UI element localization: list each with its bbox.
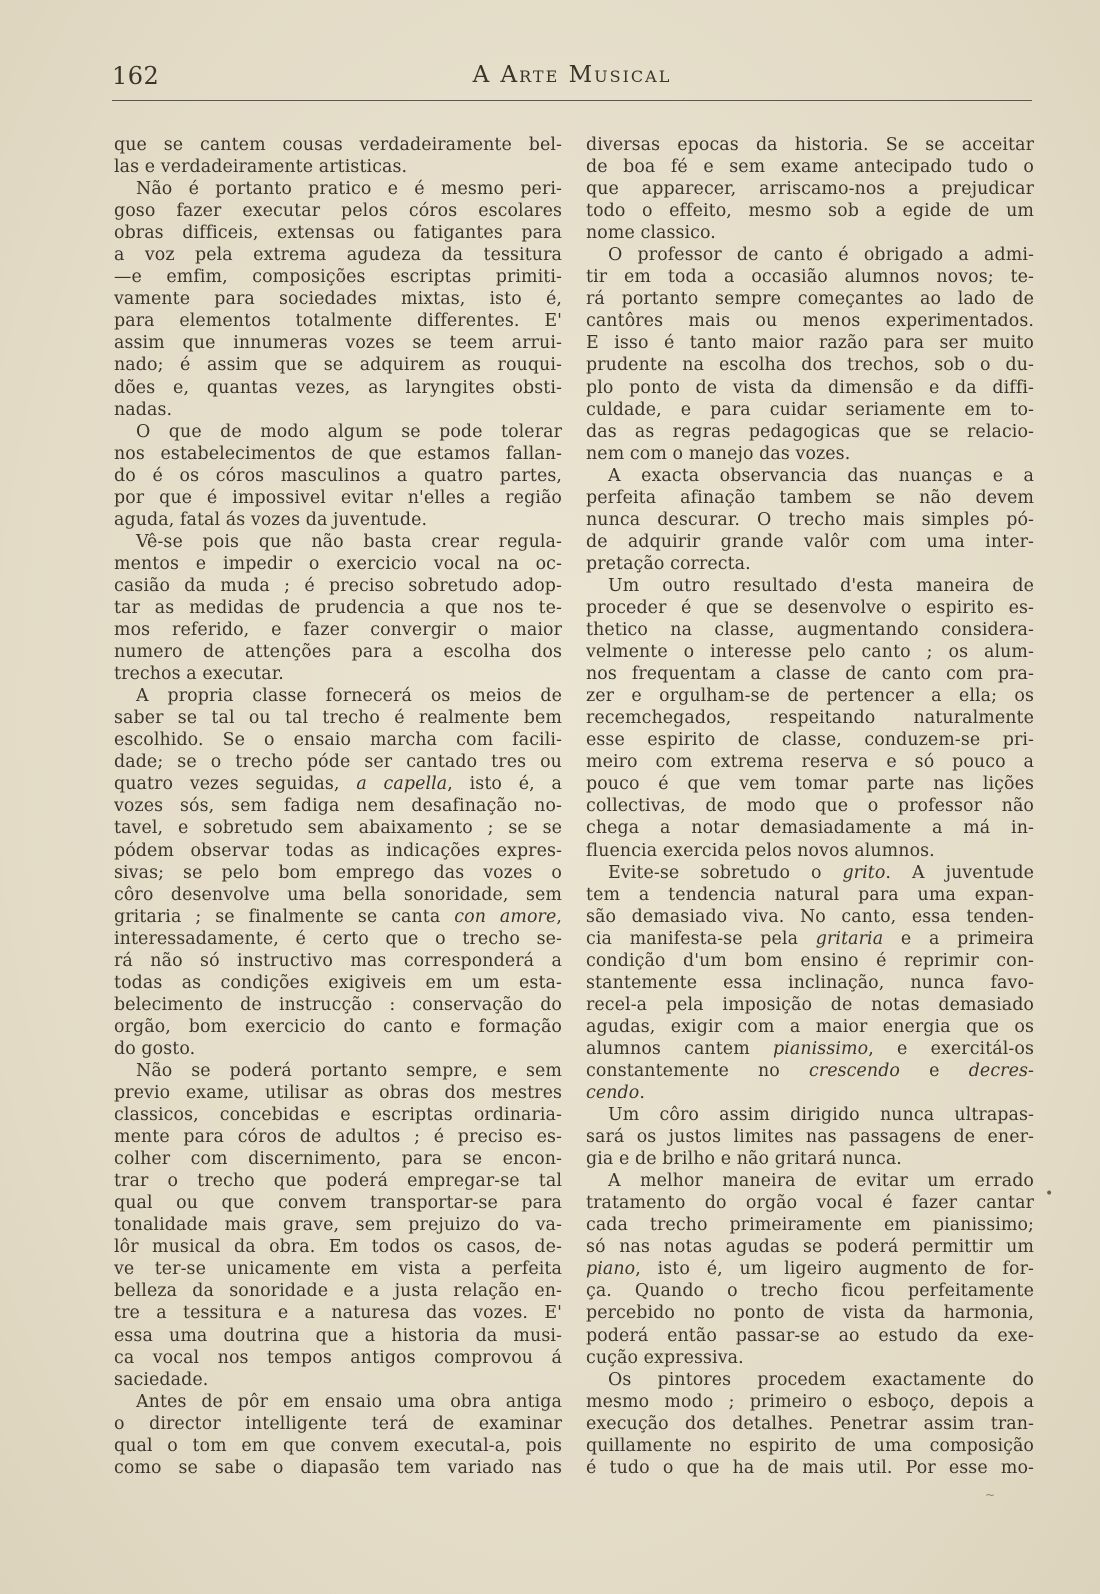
text-line: nadas.: [114, 399, 173, 420]
text-line: qual o tom em que convem executal-a, pois: [114, 1435, 562, 1456]
text-line: é tudo o que ha de mais util. Por esse mo-: [586, 1457, 1034, 1478]
text-line: belecimento de instrucção : conservação do: [114, 994, 562, 1015]
text-line: todas as condições exigiveis em um esta-: [114, 972, 562, 993]
text-line: meiro com extrema reserva e só pouco a: [586, 752, 1034, 773]
text-line: Um outro resultado d'esta maneira de: [608, 575, 1034, 596]
text-line: orgão, bom exercicio do canto e formação: [114, 1016, 562, 1037]
text-line: dões e, quantas vezes, as laryngites obsti-: [114, 377, 562, 398]
text-line: A exacta observancia das nuanças e a: [608, 465, 1034, 486]
text-line: E isso é tanto maior razão para ser muito: [586, 333, 1034, 354]
text-line: Os pintores procedem exactamente do: [608, 1369, 1034, 1390]
text-line: trechos a executar.: [114, 664, 284, 685]
print-smudge: ~: [985, 1488, 996, 1502]
text-line: ve ter-se unicamente em vista a perfeita: [114, 1259, 562, 1280]
text-line: sará os justos limites nas passagens de ener-: [586, 1127, 1034, 1148]
text-line: nado; é assim que se adquirem as rouqui-: [114, 355, 562, 376]
text-line: mos referido, e fazer convergir o maior: [114, 620, 562, 641]
journal-title: A Arte Musical: [472, 62, 672, 88]
text-line: sivas; se pelo bom emprego das vozes o: [114, 862, 562, 883]
text-line: O que de modo algum se pode tolerar: [136, 421, 562, 442]
text-line: fluencia exercida pelos novos alumnos.: [586, 840, 935, 861]
left-column: [114, 134, 562, 1479]
text-line: proceder é que se desenvolve o espirito es-: [586, 597, 1034, 618]
text-line: prudente na escolha dos trechos, sob o du-: [586, 355, 1034, 376]
text-line: numero de attenções para a escolha dos: [114, 642, 562, 663]
text-line: —e emfim, composições escriptas primiti-: [114, 267, 562, 288]
text-line: são demasiado viva. No canto, essa tenden-: [586, 906, 1034, 927]
text-line: aguda, fatal ás vozes da juventude.: [114, 509, 428, 530]
text-line: execução dos detalhes. Penetrar assim tran-: [586, 1413, 1034, 1434]
text-line: colher com discernimento, para se encon-: [114, 1149, 562, 1170]
text-line: mente para córos de adultos ; é preciso es-: [114, 1127, 562, 1148]
text-line: Não se poderá portanto sempre, e sem: [136, 1060, 562, 1081]
text-line: côro desenvolve uma bella sonoridade, sem: [114, 884, 562, 905]
text-line: nunca descurar. O trecho mais simples pó-: [586, 509, 1034, 530]
text-line: diversas epocas da historia. Se se acceitar: [586, 135, 1034, 155]
text-line: o director intelligente terá de examinar: [114, 1413, 562, 1434]
text-line: que apparecer, arriscamo-nos a prejudicar: [586, 179, 1034, 200]
text-line: plo ponto de vista da dimensão e da diffi-: [586, 377, 1034, 398]
text-line: nome classico.: [586, 223, 716, 244]
text-line: ça. Quando o trecho ficou perfeitamente: [586, 1281, 1034, 1302]
text-line: para elementos totalmente differentes. E': [114, 311, 562, 332]
text-line: tem a tendencia natural para uma expan-: [586, 884, 1034, 905]
text-line: cendo.: [586, 1083, 645, 1104]
page-header: [112, 58, 1032, 96]
text-line: pretação correcta.: [586, 553, 751, 574]
text-line: de adquirir grande valôr com uma inter-: [586, 531, 1034, 552]
text-line: essa uma doutrina que a historia da musi-: [114, 1325, 562, 1346]
text-line: stantemente essa inclinação, nunca favo-: [586, 972, 1034, 993]
text-line: tar as medidas de prudencia a que nos te-: [114, 597, 562, 618]
text-line: recel-a pela imposição de notas demasiado: [586, 994, 1034, 1015]
text-line: lôr musical da obra. Em todos os casos, de-: [114, 1237, 562, 1258]
text-line: das as regras pedagogicas que se relacio-: [586, 421, 1034, 442]
text-line: piano, isto é, um ligeiro augmento de for-: [586, 1259, 1034, 1280]
text-line: quillamente no espirito de uma composição: [586, 1435, 1034, 1456]
text-line: vozes sós, sem fadiga nem desafinação no-: [114, 796, 562, 817]
text-line: O professor de canto é obrigado a admi-: [608, 245, 1034, 266]
text-line: mentos e impedir o exercicio vocal na oc-: [114, 553, 562, 574]
text-line: qual ou que convem transportar-se para: [114, 1193, 562, 1214]
text-line: tre a tessitura e a naturesa das vozes. E': [114, 1303, 562, 1324]
text-line: Um côro assim dirigido nunca ultrapas-: [608, 1105, 1034, 1126]
text-line: assim que innumeras vozes se teem arrui-: [114, 333, 562, 354]
text-line: saber se tal ou tal trecho é realmente bem: [114, 708, 562, 729]
text-line: como se sabe o diapasão tem variado nas: [114, 1457, 562, 1478]
text-line: interessadamente, é certo que o trecho se-: [114, 928, 562, 949]
text-line: perfeita afinação tambem se não devem: [586, 487, 1034, 508]
text-line: cia manifesta-se pela gritaria e a primeira: [586, 928, 1034, 949]
text-line: mesmo modo ; primeiro o esboço, depois a: [586, 1391, 1034, 1412]
text-line: de boa fé e sem exame antecipado tudo o: [586, 157, 1034, 178]
text-line: constantemente no crescendo e decres-: [586, 1060, 1034, 1081]
text-line: tir em toda a occasião alumnos novos; te-: [586, 267, 1034, 288]
text-line: condição d'um bom ensino é reprimir con-: [586, 950, 1034, 971]
text-line: gia e de brilho e não gritará nunca.: [586, 1149, 902, 1170]
text-line: Evite-se sobretudo o grito. A juventude: [608, 862, 1034, 883]
text-line: rá portanto sempre começantes ao lado de: [586, 289, 1034, 310]
right-column: [586, 134, 1034, 1479]
text-line: obras difficeis, extensas ou fatigantes para: [114, 223, 562, 244]
text-line: goso fazer executar pelos córos escolares: [114, 201, 562, 222]
text-line: ca vocal nos tempos antigos comprovou á: [114, 1347, 562, 1368]
text-line: do é os córos masculinos a quatro partes,: [114, 465, 562, 486]
text-line: A melhor maneira de evitar um errado: [608, 1171, 1034, 1192]
text-line: Não é portanto pratico e é mesmo peri-: [136, 179, 562, 200]
text-line: previo exame, utilisar as obras dos mestres: [114, 1083, 562, 1104]
text-line: vamente para sociedades mixtas, isto é,: [114, 289, 562, 310]
text-line: rá não só instructivo mas corresponderá a: [114, 950, 562, 971]
text-line: saciedade.: [114, 1369, 209, 1390]
text-line: thetico na classe, augmentando considera-: [586, 620, 1034, 641]
text-line: esse espirito de classe, conduzem-se pri-: [586, 730, 1034, 751]
text-line: casião da muda ; é preciso sobretudo adop-: [114, 575, 562, 596]
text-line: cantôres mais ou menos experimentados.: [586, 311, 1034, 332]
text-line: velmente o interesse pelo canto ; os alum-: [586, 642, 1034, 663]
text-line: só nas notas agudas se poderá permittir um: [586, 1237, 1034, 1258]
text-line: collectivas, de modo que o professor não: [586, 796, 1034, 817]
page-number: 162: [112, 62, 160, 90]
text-line: alumnos cantem pianissimo, e exercitál-os: [586, 1038, 1034, 1059]
text-line: tonalidade mais grave, sem prejuizo do va-: [114, 1215, 562, 1236]
text-line: dade; se o trecho póde ser cantado tres ou: [114, 752, 562, 773]
text-line: A propria classe fornecerá os meios de: [136, 686, 562, 707]
margin-mark: •: [1045, 1186, 1054, 1202]
text-line: todo o effeito, mesmo sob a egide de um: [586, 201, 1034, 222]
text-line: percebido no ponto de vista da harmonia,: [586, 1303, 1034, 1324]
text-line: culdade, e para cuidar seriamente em to-: [586, 399, 1034, 420]
text-line: cada trecho primeiramente em pianissimo;: [586, 1215, 1034, 1236]
text-line: tavel, e sobretudo sem abaixamento ; se se: [114, 818, 562, 839]
text-line: las e verdadeiramente artisticas.: [114, 157, 408, 178]
text-line: recemchegados, respeitando naturalmente: [586, 708, 1034, 729]
text-line: classicos, concebidas e escriptas ordinaria-: [114, 1105, 562, 1126]
header-rule: [112, 100, 1032, 101]
text-line: quatro vezes seguidas, a capella, isto é, a: [114, 774, 562, 795]
text-line: pouco é que vem tomar parte nas lições: [586, 774, 1034, 795]
text-line: chega a notar demasiadamente a má in-: [586, 818, 1034, 839]
text-line: gritaria ; se finalmente se canta con amore,: [114, 906, 562, 927]
text-line: nos frequentam a classe de canto com pra-: [586, 664, 1034, 685]
text-line: cução expressiva.: [586, 1347, 744, 1368]
text-line: Antes de pôr em ensaio uma obra antiga: [136, 1391, 562, 1412]
text-line: que se cantem cousas verdadeiramente bel-: [114, 135, 562, 155]
text-line: escolhido. Se o ensaio marcha com facili-: [114, 730, 562, 751]
text-line: agudas, exigir com a maior energia que os: [586, 1016, 1034, 1037]
text-line: zer e orgulham-se de pertencer a ella; os: [586, 686, 1034, 707]
text-line: poderá então passar-se ao estudo da exe-: [586, 1325, 1034, 1346]
text-line: a voz pela extrema agudeza da tessitura: [114, 245, 562, 266]
text-line: tratamento do orgão vocal é fazer cantar: [586, 1193, 1034, 1214]
text-line: trar o trecho que poderá empregar-se tal: [114, 1171, 562, 1192]
text-line: nos estabelecimentos de que estamos fallan-: [114, 443, 562, 464]
text-line: nem com o manejo das vozes.: [586, 443, 851, 464]
text-line: pódem observar todas as indicações expres-: [114, 840, 562, 861]
text-line: do gosto.: [114, 1038, 196, 1059]
text-line: Vê-se pois que não basta crear regula-: [136, 531, 562, 552]
text-line: por que é impossivel evitar n'elles a região: [114, 487, 562, 508]
text-line: belleza da sonoridade e a justa relação en-: [114, 1281, 562, 1302]
